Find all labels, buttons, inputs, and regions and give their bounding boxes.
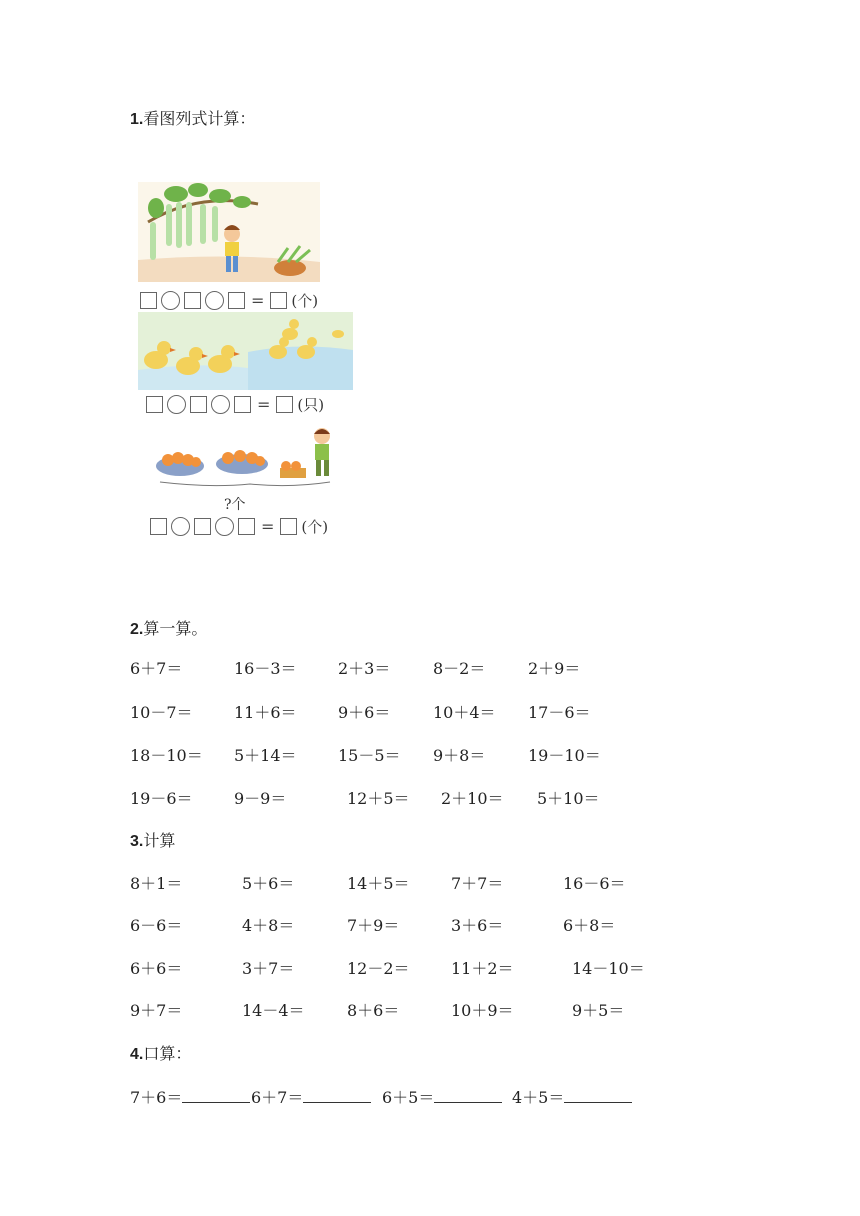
- operator-circle[interactable]: [211, 395, 230, 414]
- arithmetic-item: 2＋9＝: [528, 659, 581, 678]
- arithmetic-item: 12＋5＝: [347, 789, 410, 808]
- oral-calc-item: [130, 1085, 250, 1108]
- arithmetic-row: [0, 743, 860, 767]
- question-number: 1.: [130, 111, 144, 128]
- arithmetic-item: 14＋5＝: [347, 874, 410, 893]
- arithmetic-item: 10－7＝: [130, 703, 193, 722]
- arithmetic-item: 9＋6＝: [338, 703, 391, 722]
- arithmetic-item: 19－10＝: [528, 746, 601, 765]
- operator-circle[interactable]: [215, 517, 234, 536]
- answer-box[interactable]: [234, 396, 251, 413]
- arithmetic-item: 3＋6＝: [451, 916, 504, 935]
- equation-line-3: [150, 516, 328, 537]
- question-number: 4.: [130, 1046, 144, 1063]
- oral-calc-expression: 4＋5＝: [512, 1088, 565, 1107]
- arithmetic-row: [0, 998, 860, 1022]
- operator-circle[interactable]: [205, 291, 224, 310]
- arithmetic-row: [0, 956, 860, 980]
- oral-calc-row: [0, 1085, 860, 1109]
- oral-calc-item: [251, 1085, 371, 1108]
- arithmetic-item: 5＋6＝: [242, 874, 295, 893]
- arithmetic-item: 6＋8＝: [563, 916, 616, 935]
- arithmetic-item: 5＋14＝: [234, 746, 297, 765]
- arithmetic-item: 8－2＝: [433, 659, 486, 678]
- arithmetic-item: 6＋7＝: [130, 659, 183, 678]
- arithmetic-row: [0, 871, 860, 895]
- answer-blank[interactable]: [564, 1088, 632, 1103]
- arithmetic-item: 14－10＝: [572, 959, 645, 978]
- question-3-title: [130, 828, 175, 851]
- question-text: 算一算。: [143, 619, 208, 638]
- arithmetic-item: 8＋6＝: [347, 1001, 400, 1020]
- arithmetic-item: 2＋10＝: [441, 789, 504, 808]
- arithmetic-item: 4＋8＝: [242, 916, 295, 935]
- answer-box[interactable]: [270, 292, 287, 309]
- arithmetic-item: 11＋2＝: [451, 959, 514, 978]
- arithmetic-item: 9－9＝: [234, 789, 287, 808]
- equals-sign: =: [261, 517, 275, 536]
- arithmetic-item: 18－10＝: [130, 746, 203, 765]
- unit-label: (只): [297, 396, 325, 414]
- question-label: ?个: [224, 497, 246, 513]
- answer-box[interactable]: [194, 518, 211, 535]
- equation-line-1: [140, 290, 318, 311]
- arithmetic-item: 19－6＝: [130, 789, 193, 808]
- oral-calc-expression: 6＋5＝: [382, 1088, 435, 1107]
- arithmetic-item: 17－6＝: [528, 703, 591, 722]
- arithmetic-item: 6－6＝: [130, 916, 183, 935]
- question-1-title: [130, 106, 255, 129]
- oral-calc-expression: 7＋6＝: [130, 1088, 183, 1107]
- arithmetic-item: 9＋5＝: [572, 1001, 625, 1020]
- arithmetic-row: [0, 913, 860, 937]
- answer-blank[interactable]: [182, 1088, 250, 1103]
- question-4-title: [130, 1041, 191, 1064]
- arithmetic-item: 16－3＝: [234, 659, 297, 678]
- question-2-title: [130, 616, 207, 639]
- question-text: 口算：: [143, 1044, 192, 1063]
- oral-calc-item: [382, 1085, 502, 1108]
- answer-blank[interactable]: [303, 1088, 371, 1103]
- arithmetic-item: 10＋4＝: [433, 703, 496, 722]
- operator-circle[interactable]: [171, 517, 190, 536]
- arithmetic-item: 2＋3＝: [338, 659, 391, 678]
- arithmetic-row: [0, 656, 860, 680]
- answer-box[interactable]: [150, 518, 167, 535]
- answer-box[interactable]: [276, 396, 293, 413]
- unit-label: (个): [301, 518, 329, 536]
- answer-box[interactable]: [140, 292, 157, 309]
- ducks-picture: [138, 312, 353, 390]
- equals-sign: =: [257, 395, 271, 414]
- answer-box[interactable]: [228, 292, 245, 309]
- arithmetic-item: 14－4＝: [242, 1001, 305, 1020]
- arithmetic-item: 16－6＝: [563, 874, 626, 893]
- answer-box[interactable]: [146, 396, 163, 413]
- arithmetic-row: [0, 786, 860, 810]
- question-number: 3.: [130, 833, 144, 850]
- arithmetic-item: 8＋1＝: [130, 874, 183, 893]
- arithmetic-item: 3＋7＝: [242, 959, 295, 978]
- operator-circle[interactable]: [167, 395, 186, 414]
- pumpkin-baskets-picture: [150, 424, 340, 494]
- arithmetic-item: 11＋6＝: [234, 703, 297, 722]
- answer-box[interactable]: [190, 396, 207, 413]
- answer-box[interactable]: [184, 292, 201, 309]
- arithmetic-item: 7＋7＝: [451, 874, 504, 893]
- arithmetic-item: 6＋6＝: [130, 959, 183, 978]
- question-text: 看图列式计算：: [143, 109, 256, 128]
- question-text: 计算: [143, 831, 176, 850]
- arithmetic-item: 15－5＝: [338, 746, 401, 765]
- arithmetic-item: 5＋10＝: [537, 789, 600, 808]
- unit-label: (个): [291, 292, 319, 310]
- answer-blank[interactable]: [434, 1088, 502, 1103]
- arithmetic-row: [0, 700, 860, 724]
- operator-circle[interactable]: [161, 291, 180, 310]
- answer-box[interactable]: [280, 518, 297, 535]
- oral-calc-expression: 6＋7＝: [251, 1088, 304, 1107]
- arithmetic-item: 7＋9＝: [347, 916, 400, 935]
- answer-box[interactable]: [238, 518, 255, 535]
- question-number: 2.: [130, 621, 144, 638]
- arithmetic-item: 9＋8＝: [433, 746, 486, 765]
- equation-line-2: [146, 394, 324, 415]
- radish-picture: [138, 182, 320, 282]
- oral-calc-item: [512, 1085, 632, 1108]
- equals-sign: =: [251, 291, 265, 310]
- arithmetic-item: 9＋7＝: [130, 1001, 183, 1020]
- arithmetic-item: 10＋9＝: [451, 1001, 514, 1020]
- arithmetic-item: 12－2＝: [347, 959, 410, 978]
